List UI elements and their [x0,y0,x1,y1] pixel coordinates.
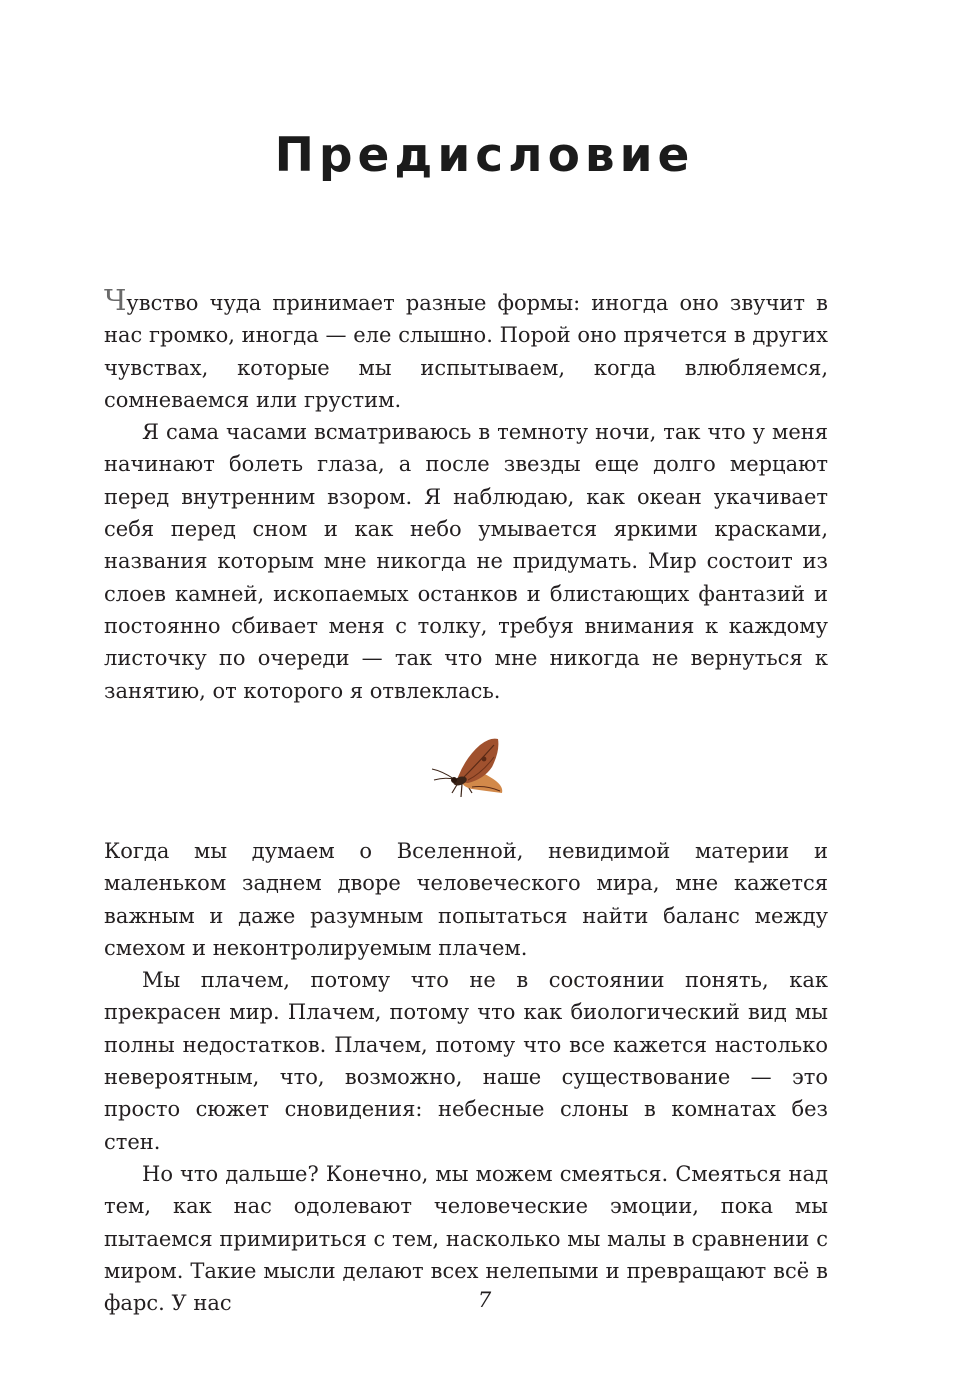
moth-icon [428,733,508,805]
paragraph: Я сама часами всматриваюсь в темноту ночи, так что у меня начинают болеть глаза, а после звезды еще долго мерцают перед внутренним взором. Я наблюдаю, как океан укачивает себя перед сном и как небо умывается яркими красками, названия которым мне никогда не придумать. Мир состоит из слоев камней, ископаемых останков и блистающих фантазий и постоянно сбивает меня с толку, требуя внимания к каждому листочку по очереди — так что мне никогда не вернуться к занятию, от которого я отвлеклась. [104,420,828,703]
chapter-title: Предисловие [274,128,695,183]
moth-leg [461,784,462,797]
page-number: 7 [477,1288,492,1312]
paragraph: Чувство чуда принимает разные формы: иногда оно звучит в нас громко, иногда — еле слышно. Порой оно прячется в других чувствах, которые мы испытываем, когда влюбляемся, сомневаемся или грустим. [104,283,828,412]
text-section-1 [104,284,828,707]
paragraph: Мы плачем, потому что не в состоянии понять, как прекрасен мир. Плачем, потому что как биологический вид мы полны недостатков. Плачем, потому что все кажется настолько невероятным, что, возможно, наше существование — это просто сюжет сновидения: небесные слоны в комнатах без стен. [104,968,828,1154]
text-section-2 [104,835,828,1319]
moth-antenna [434,778,454,780]
moth-head [451,777,457,783]
paragraph: Но что дальше? Конечно, мы можем смеяться. Смеяться над тем, как нас одолевают человеческие эмоции, пока мы пытаемся примириться с тем, насколько мы малы в сравнении с миром. Такие мысли делают всех нелепыми и превращают всё в фарс. У нас [104,1161,828,1316]
paragraph: Когда мы думаем о Вселенной, невидимой материи и маленьком заднем дворе человеческого мира, мне кажется важным и даже разумным попытаться найти баланс между смехом и неконтролируемым плачем. [104,839,828,960]
moth-antenna [432,769,454,779]
